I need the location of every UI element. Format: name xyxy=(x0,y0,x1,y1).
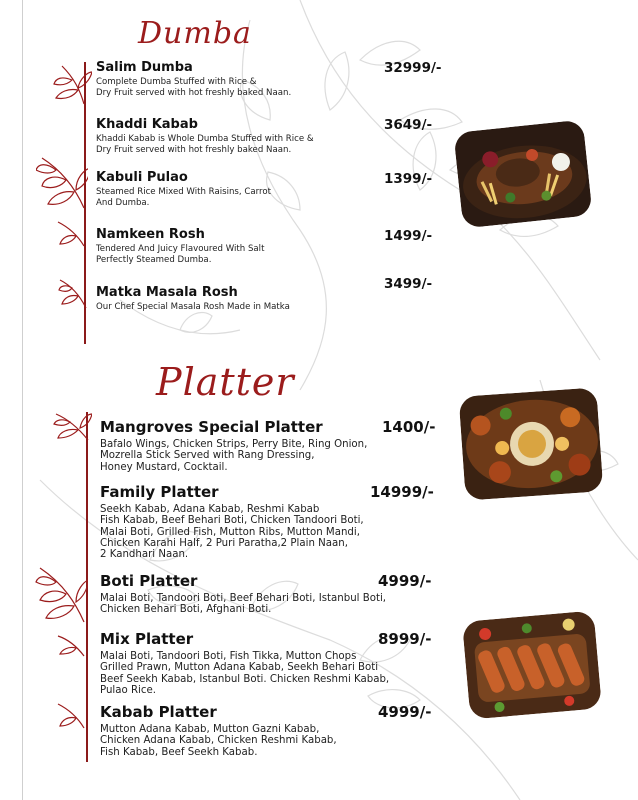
item-name: Salim Dumba xyxy=(96,60,193,75)
dumba-dish-photo xyxy=(453,119,592,228)
menu-item xyxy=(100,630,389,696)
item-name: Kabab Platter xyxy=(100,703,217,721)
menu-item xyxy=(96,60,291,98)
kabab-platter-photo xyxy=(462,610,602,719)
menu-item xyxy=(100,572,386,616)
item-name: Mangroves Special Platter xyxy=(100,418,323,436)
item-description: Khaddi Kabab is Whole Dumba Stuffed with Rice & Dry Fruit served with hot freshly baked Naan. xyxy=(96,134,314,155)
item-price: 32999/- xyxy=(384,60,442,76)
branch-ornament xyxy=(52,60,92,106)
item-description: Our Chef Special Masala Rosh Made in Matka xyxy=(96,302,290,312)
item-name: Namkeen Rosh xyxy=(96,227,205,242)
menu-item xyxy=(100,418,367,473)
item-price: 14999/- xyxy=(370,483,434,501)
item-description: Seekh Kabab, Adana Kabab, Reshmi Kabab Fish Kabab, Beef Behari Boti, Chicken Tandoori Boti, Malai Boti, Grilled Fish, Mutton Ribs, Mutton Mandi, Chicken Karahi Half, 2 Puri Paratha,2 Plain Naan, 2 Kandhari Naan. xyxy=(100,504,364,561)
menu-item xyxy=(96,170,271,208)
section-title-platter: Platter xyxy=(156,360,295,404)
item-description: Malai Boti, Tandoori Boti, Beef Behari Boti, Istanbul Boti, Chicken Behari Boti, Afghani Boti. xyxy=(100,593,387,616)
item-description: Tendered And Juicy Flavoured With Salt Perfectly Steamed Dumba. xyxy=(96,244,265,265)
branch-ornament xyxy=(52,408,92,442)
section-title-dumba: Dumba xyxy=(138,16,252,51)
item-name: Matka Masala Rosh xyxy=(96,285,238,300)
special-platter-photo xyxy=(459,387,604,500)
menu-item xyxy=(96,117,314,155)
branch-ornament xyxy=(56,700,88,730)
item-name: Khaddi Kabab xyxy=(96,117,198,132)
menu-item xyxy=(96,285,290,313)
item-name: Family Platter xyxy=(100,483,219,501)
item-description: Bafalo Wings, Chicken Strips, Perry Bite, Ring Onion, Mozrella Stick Served with Rang Dressing, Honey Mustard, Cocktail. xyxy=(100,439,368,473)
item-price: 3649/- xyxy=(384,117,433,133)
item-price: 4999/- xyxy=(378,703,432,721)
branch-ornament xyxy=(34,560,88,624)
item-description: Complete Dumba Stuffed with Rice & Dry Fruit served with hot freshly baked Naan. xyxy=(96,77,292,98)
branch-ornament xyxy=(56,632,88,658)
branch-ornament xyxy=(56,218,88,248)
item-name: Mix Platter xyxy=(100,630,194,648)
branch-ornament xyxy=(36,150,88,210)
menu-item xyxy=(96,227,264,265)
item-description: Mutton Adana Kabab, Mutton Gazni Kabab, Chicken Adana Kabab, Chicken Reshmi Kabab, Fish Kabab, Beef Seekh Kabab. xyxy=(100,724,337,758)
item-name: Kabuli Pulao xyxy=(96,170,188,185)
item-price: 4999/- xyxy=(378,572,432,590)
item-name: Boti Platter xyxy=(100,572,198,590)
item-price: 1399/- xyxy=(384,171,433,187)
item-price: 1400/- xyxy=(382,418,436,436)
menu-item xyxy=(100,703,337,758)
item-price: 8999/- xyxy=(378,630,432,648)
branch-ornament xyxy=(58,276,90,310)
item-description: Malai Boti, Tandoori Boti, Fish Tikka, Mutton Chops Grilled Prawn, Mutton Adana Kabab, Seekh Behari Boti Beef Seekh Kabab, Istanbul Boti. Chicken Reshmi Kabab, Pulao Rice. xyxy=(100,651,390,696)
page-border xyxy=(22,0,23,800)
item-description: Steamed Rice Mixed With Raisins, Carrot And Dumba. xyxy=(96,187,271,208)
item-price: 3499/- xyxy=(384,276,433,292)
item-price: 1499/- xyxy=(384,228,433,244)
menu-item xyxy=(100,483,364,560)
